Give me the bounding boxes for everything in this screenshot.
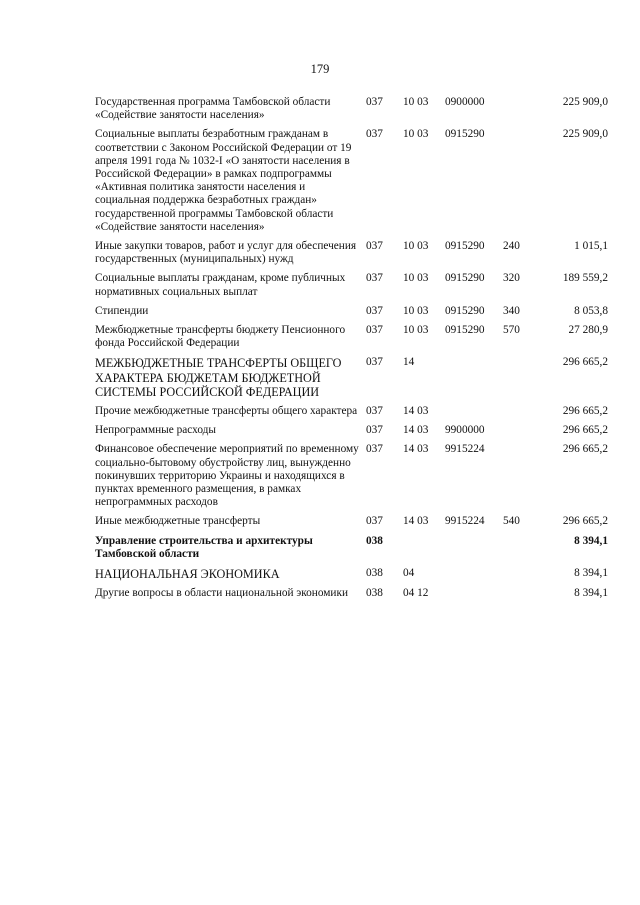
row-sum: 189 559,2 [562, 272, 608, 285]
table-row [95, 305, 608, 324]
row-target-article: 0900000 [445, 96, 485, 108]
row-ved: 037 [366, 443, 383, 456]
row-expense-type [503, 443, 540, 515]
row-name: Прочие межбюджетные трансферты общего характера [95, 405, 358, 418]
row-sum: 296 665,2 [562, 443, 608, 456]
table-row [95, 535, 608, 567]
row-ved: 037 [366, 324, 383, 337]
row-ved: 037 [366, 515, 383, 528]
row-expense-type: 340 [503, 304, 520, 317]
row-target-article [445, 567, 503, 587]
row-section: 14 03 [403, 443, 429, 456]
row-section: 04 [403, 567, 415, 580]
row-target-article: 0915290 [445, 304, 485, 317]
row-expense-type [503, 96, 540, 128]
row-target-article: 0915290 [445, 128, 485, 141]
row-expense-type [503, 128, 540, 240]
row-sum: 1 015,1 [574, 240, 608, 253]
table-row [95, 272, 608, 304]
table-row [95, 128, 608, 240]
row-expense-type [503, 356, 540, 405]
row-name: Стипендии [95, 304, 149, 317]
row-ved: 037 [366, 405, 383, 418]
row-sum: 296 665,2 [562, 515, 608, 528]
budget-table [95, 96, 608, 601]
row-section: 14 03 [403, 515, 429, 528]
row-target-article [445, 587, 503, 600]
row-name: Иные межбюджетные трансферты [95, 515, 261, 528]
row-name: Иные закупки товаров, работ и услуг для обеспечения государственных (муниципальных) нужд [95, 240, 357, 266]
row-name: Социальные выплаты гражданам, кроме публичных нормативных социальных выплат [95, 272, 346, 298]
table-row [95, 443, 608, 515]
row-ved: 038 [366, 534, 383, 547]
row-target-article [445, 405, 503, 424]
row-name: Межбюджетные трансферты бюджету Пенсионного фонда Российской Федерации [95, 324, 346, 350]
row-section: 10 03 [403, 304, 429, 317]
row-target-article [445, 535, 503, 567]
row-section: 10 03 [403, 240, 429, 253]
row-name: Управление строительства и архитектуры Тамбовской области [95, 534, 313, 560]
row-expense-type: 540 [503, 515, 520, 528]
row-name: Другие вопросы в области национальной экономики [95, 587, 349, 600]
row-expense-type [503, 535, 540, 567]
row-target-article: 9915224 [445, 443, 485, 456]
table-row [95, 356, 608, 405]
row-name: Государственная программа Тамбовской области «Содействие занятости населения» [95, 96, 331, 122]
row-sum: 27 280,9 [568, 324, 608, 337]
row-expense-type [503, 424, 540, 443]
row-section [403, 535, 445, 567]
row-ved: 037 [366, 96, 383, 108]
table-row [95, 240, 608, 272]
row-ved: 037 [366, 304, 383, 317]
row-ved: 037 [366, 240, 383, 253]
row-name: МЕЖБЮДЖЕТНЫЕ ТРАНСФЕРТЫ ОБЩЕГО ХАРАКТЕРА БЮДЖЕТАМ БЮДЖЕТНОЙ СИСТЕМЫ РОССИЙСКОЙ ФЕДЕРАЦИИ [95, 356, 342, 399]
row-expense-type [503, 405, 540, 424]
row-ved: 038 [366, 587, 383, 600]
row-target-article [445, 356, 503, 405]
row-ved: 037 [366, 424, 383, 437]
row-section: 04 12 [403, 587, 429, 600]
row-name: Финансовое обеспечение мероприятий по временному социально-бытовому обустройству лиц, вынужденно покинувших территорию Украины и находящихся в пунктах временного размещения, в рамках непрограммных расходов [95, 443, 359, 509]
row-expense-type: 570 [503, 324, 520, 337]
row-ved: 038 [366, 567, 383, 580]
row-name: НАЦИОНАЛЬНАЯ ЭКОНОМИКА [95, 567, 280, 582]
row-sum: 225 909,0 [562, 96, 608, 108]
page-number: 179 [310, 62, 330, 76]
row-section: 10 03 [403, 324, 429, 337]
row-sum: 8 394,1 [574, 587, 608, 600]
row-name: Непрограммные расходы [95, 424, 216, 437]
row-sum: 225 909,0 [562, 128, 608, 141]
table-row [95, 405, 608, 424]
table-row [95, 424, 608, 443]
row-ved: 037 [366, 356, 383, 369]
row-sum: 8 394,1 [574, 534, 608, 547]
row-section: 14 03 [403, 424, 429, 437]
table-row [95, 567, 608, 587]
row-sum: 8 053,8 [574, 304, 608, 317]
row-expense-type: 240 [503, 240, 520, 253]
row-expense-type: 320 [503, 272, 520, 285]
row-sum: 8 394,1 [574, 567, 608, 580]
table-row [95, 587, 608, 600]
row-target-article: 9915224 [445, 515, 485, 528]
table-row [95, 515, 608, 534]
row-target-article: 9900000 [445, 424, 485, 437]
row-ved: 037 [366, 272, 383, 285]
row-target-article: 0915290 [445, 324, 485, 337]
row-section: 10 03 [403, 128, 429, 141]
row-target-article: 0915290 [445, 272, 485, 285]
row-section: 10 03 [403, 272, 429, 285]
row-target-article: 0915290 [445, 240, 485, 253]
row-section: 14 03 [403, 405, 429, 418]
table-row [95, 324, 608, 356]
row-ved: 037 [366, 128, 383, 141]
row-name: Социальные выплаты безработным гражданам в соответствии с Законом Российской Федерации от 19 апреля 1991 года № 1032-I «О занятости населения в Российской Федерации» в рамках подпрограммы «Активная политика занятости населения и социальная поддержка безработных граждан» государственной программы Тамбовской области «Содействие занятости населения» [95, 128, 352, 233]
row-sum: 296 665,2 [562, 424, 608, 437]
row-section: 14 [403, 356, 415, 369]
table-row [95, 96, 608, 128]
row-sum: 296 665,2 [562, 356, 608, 369]
row-expense-type [503, 587, 540, 600]
row-expense-type [503, 567, 540, 587]
row-sum: 296 665,2 [562, 405, 608, 418]
row-section: 10 03 [403, 96, 429, 108]
